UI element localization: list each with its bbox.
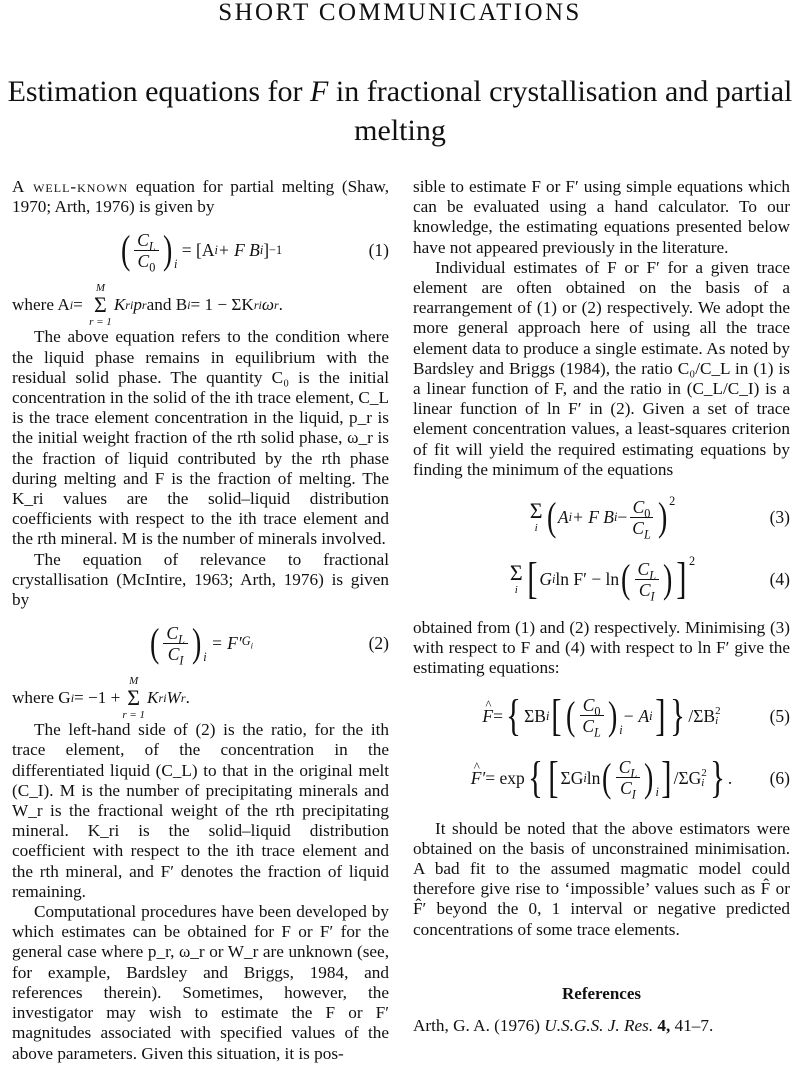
definition-G: where G i = −1 + M Σ r = 1 K ri W r . [12,675,190,722]
equation-4: Σ i [ G i ln F′ − ln ( $\frac{C_L}{C_I}$ ) ] $^2$ (4) [509,554,790,604]
fraction: $\frac{C_L}{C_0}$ [134,230,159,271]
paragraph-lhs-ratio: The left-hand side of (2) is the ratio, for the ith trace element, of the concentration in the differentiated liquid (C_L) to that in the original melt (C_I). M is the number of precipitating minerals and W_r is the fractional weight of the rth precipitating mineral. K_ri is the solid–liquid distribution coefficient with respect to the ith trace element and the rth mineral, and F′ denotes the fraction of liquid remaining. [12,720,389,901]
summation: Σ i [529,498,543,535]
summation: M Σ r = 1 [122,675,146,722]
fraction: $\frac{C_L}{C_I}$ [635,559,660,600]
equation-2: ( $\frac{C_L}{C_I}$ ) $_i$ = F′ $G_i$ (2) [150,620,389,668]
left-column [12,177,389,1064]
fraction: $\frac{C_0}{C_L}$ [579,695,604,736]
paragraph-individual-estimates: Individual estimates of F or F′ for a given trace element are often obtained on the basis of a rearrangement of (1) or (2) respectively. We adopt the more general approach here of using all the trace element data to produce a single estimate. As noted by Bardsley and Briggs (1984), the ratio C₀/C_L in (1) is a linear function of F, and the ratio in (C_L/C_I) is a linear function of ln F′ in (2). Given a set of trace element concentration values, a least-squares criterion of fit will yield the required estimating equations by finding the minimum of the equations [413,257,790,479]
title-part-2: in fractional crystallisation and partial melting [328,75,793,147]
equation-5: ^ F = { ΣB i [ ( $\frac{C_0}{C_L}$ ) $_i$ − A i ] } /ΣB 2 i (5) [413,685,790,747]
fraction: $\frac{C_L}{C_I}$ [616,757,641,798]
equation-number: (4) [769,568,790,589]
equation-number: (5) [769,705,790,726]
paragraph-computational: Computational procedures have been developed by which estimates can be obtained for F or F′ for the general case where p_r, ω_r or W_r are unknown (see, for example, Bardsley and Briggs, 1984, and references therein). Sometimes, however, the investigator may wish to estimate the F or F′ magnitudes associated with specified values of the above parameters. Given this situation, it is pos- [12,902,389,1063]
running-head: SHORT COMMUNICATIONS [218,0,582,26]
paragraph-minimising: obtained from (1) and (2) respectively. Minimising (3) with respect to F and (4) with respect to ln F′ give the estimating equations: [413,618,790,678]
paragraph-intro: A well-known equation for partial melting (Shaw, 1970; Arth, 1976) is given by [12,177,389,217]
equation-number: (2) [368,633,389,654]
equation-number: (3) [769,506,790,527]
paragraph-caveat: It should be noted that the above estimators were obtained on the basis of unconstrained minimisation. A bad fit to the assumed magmatic model could therefore give rise to ‘impossible’ values such as F̂ or F̂′ beyond the 0, 1 interval or negative predicted concentrations of some trace elements. [413,818,790,939]
equation-1: ( $\frac{C_L}{C_0}$ ) $_i$ = [A i + F B i ] −1 (1) [120,227,389,275]
right-column [413,177,790,1036]
title-part-1: Estimation equations for [7,75,311,108]
equation-number: (6) [769,767,790,788]
paragraph-continuation: sible to estimate F or F′ using simple equations which can be evaluated using a hand calculator. To our knowledge, the estimating equations presented below have not appeared previously in the literature. [413,177,790,257]
lead-in-smallcaps: A well-known [12,177,129,196]
definition-A-B: where A i = M Σ r = 1 K ri p r and B i = 1 − ΣK ri ω r . [12,282,283,329]
reference-item: Arth, G. A. (1976) U.S.G.S. J. Res. 4, 41–7. [413,1016,714,1036]
paragraph-definitions: The above equation refers to the condition where the liquid phase remains in equilibrium with the residual solid phase. The quantity C₀ is the initial concentration in the solid of the ith trace element, C_L is the trace element concentration in the liquid, p_r is the initial weight fraction of the rth solid phase, ω_r is the fraction of liquid contributed by the rth phase during melting and F is the fraction of melting. The K_ri values are the solid–liquid distribution coefficients with respect to the ith trace element and the rth mineral. M is the number of minerals involved. [12,327,389,549]
equation-6: ^ F′ = exp { [ ΣG i ln ( $\frac{C_L}{C_I}$ ) $_i$ ] /ΣG 2 i } . (6) [413,747,790,809]
fraction: $\frac{C_0}{C_L}$ [629,497,654,538]
article-title [0,72,800,150]
equation-number: (1) [368,240,389,261]
summation: M Σ r = 1 [89,282,112,329]
paragraph-fractional: The equation of relevance to fractional crystallisation (McIntire, 1963; Arth, 1976) is given by [12,549,389,610]
title-variable: F [310,75,329,108]
summation: Σ i [509,560,523,597]
references-heading: References [562,983,641,1003]
equation-3: Σ i ( A i + F B i − $\frac{C_0}{C_L}$ ) $^2$ (3) [529,494,790,542]
fraction: $\frac{C_L}{C_I}$ [163,623,188,664]
